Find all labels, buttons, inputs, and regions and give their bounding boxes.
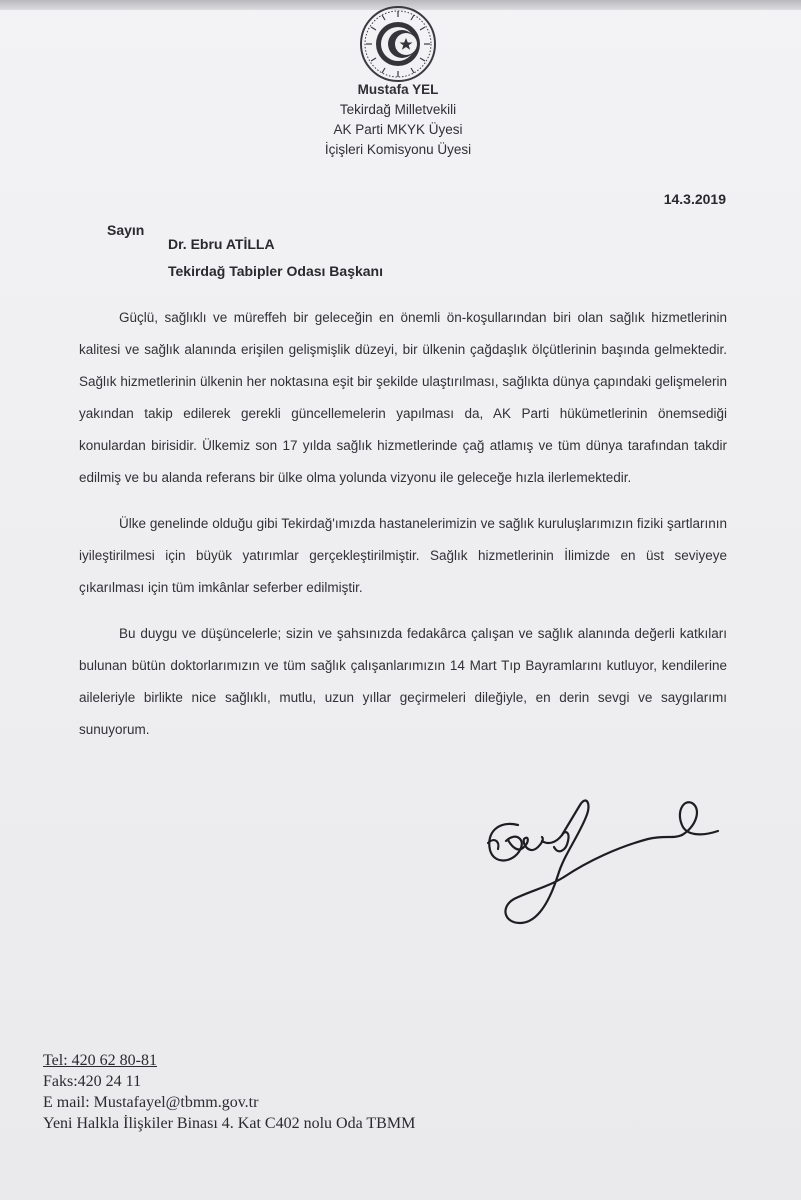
- sender-role-3: İçişleri Komisyonu Üyesi: [324, 142, 472, 157]
- sender-role-1: Tekirdağ Milletvekili: [339, 102, 457, 117]
- sender-name: Mustafa YEL: [357, 82, 439, 97]
- recipient-title: Tekirdağ Tabipler Odası Başkanı: [168, 263, 383, 279]
- recipient-block: [168, 231, 383, 285]
- salutation: Sayın: [107, 222, 145, 238]
- letter-date: 14.3.2019: [663, 191, 726, 207]
- footer-fax: Faks:420 24 11: [43, 1073, 142, 1090]
- recipient-name: Dr. Ebru ATİLLA: [168, 236, 275, 252]
- footer-address: Yeni Halkla İlişkiler Binası 4. Kat C402 nolu Oda TBMM: [43, 1115, 416, 1132]
- handwritten-signature-icon: [478, 795, 728, 930]
- footer-email: E mail: Mustafayel@tbmm.gov.tr: [43, 1094, 259, 1111]
- body-paragraph-2: Ülke genelinde olduğu gibi Tekirdağ'ımızda hastanelerimizin ve sağlık kuruluşlarımızın fiziki şartlarının iyileştirilmesi için büyük yatırımlar gerçekleştirilmiştir. Sağlık hizmetlerinin İlimizde en üst seviyeye çıkarılması için tüm imkânlar seferber edilmiştir.: [79, 516, 727, 595]
- letter-body: [79, 302, 727, 760]
- footer-telephone: Tel: 420 62 80-81: [43, 1052, 157, 1069]
- tbmm-seal-icon: [359, 5, 437, 83]
- contact-footer: [43, 1050, 563, 1134]
- body-paragraph-1: Güçlü, sağlıklı ve müreffeh bir geleceğin en önemli ön-koşullarından biri olan sağlık hizmetlerinin kalitesi ve sağlık alanında erişilen gelişmişlik düzeyi, bir ülkenin çağdaşlık ölçütlerinin başında gelmektedir. Sağlık hizmetlerinin ülkenin her noktasına eşit bir şekilde ulaştırılması, sağlıkta dünya çapındaki gelişmelerin yakından takip edilerek gerekli güncellemelerin yapılması da, AK Parti hükümetlerinin önemsediği konulardan birisidir. Ülkemiz son 17 yılda sağlık hizmetlerinde çağ atlamış ve tüm dünya tarafından takdir edilmiş ve bu alanda referans bir ülke olma yolunda vizyonu ile geleceğe hızla ilerlemektedir.: [79, 310, 727, 485]
- body-paragraph-3: Bu duygu ve düşüncelerle; sizin ve şahsınızda fedakârca çalışan ve sağlık alanında değerli katkıları bulunan bütün doktorlarımızın ve tüm sağlık çalışanlarımızın 14 Mart Tıp Bayramlarını kutluyor, kendilerine aileleriyle birlikte nice sağlıklı, mutlu, uzun yıllar geçirmeleri dileğiyle, en derin sevgi ve saygılarımı sunuyorum.: [79, 626, 727, 737]
- sender-header: [250, 80, 546, 160]
- sender-role-2: AK Parti MKYK Üyesi: [333, 122, 463, 137]
